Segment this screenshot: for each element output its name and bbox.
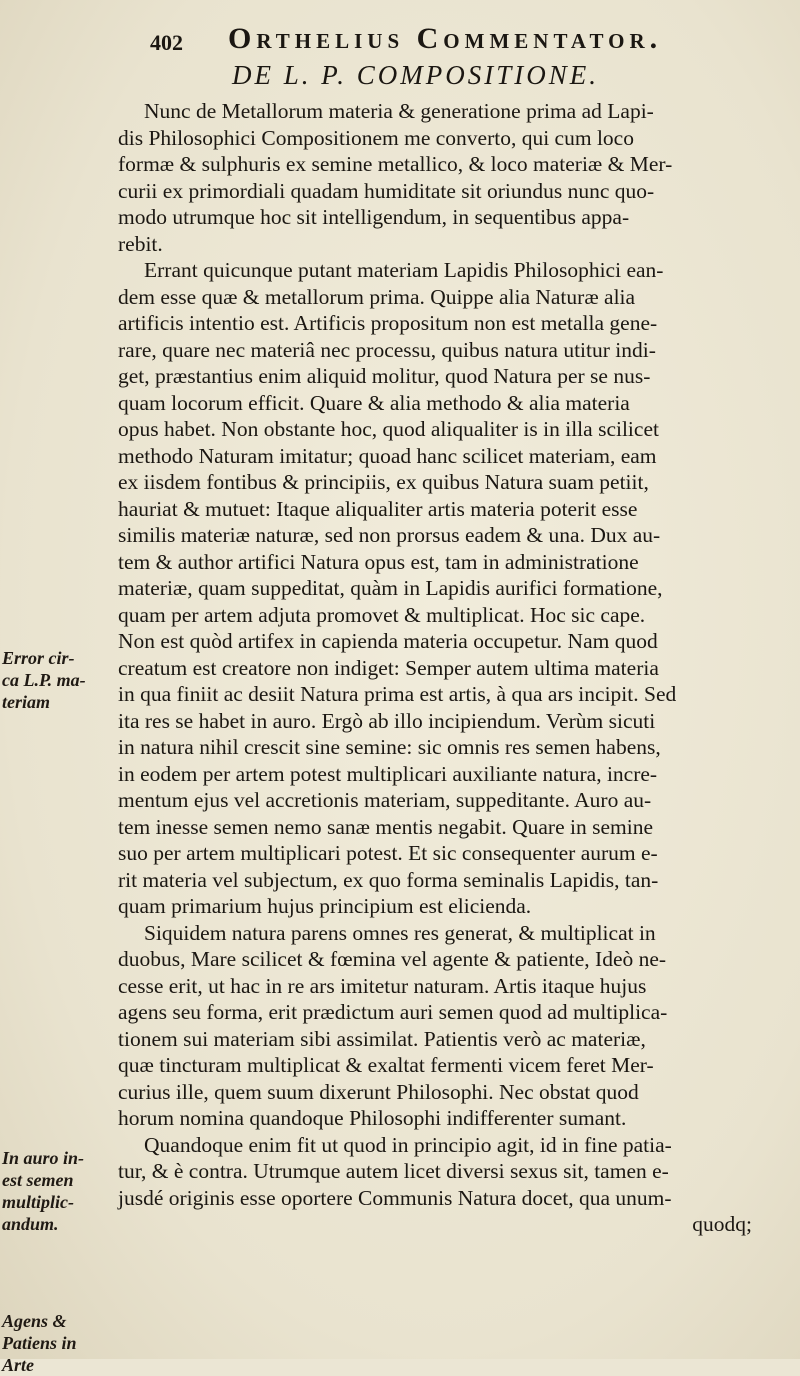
marginal-note-line: Error cir- — [2, 648, 75, 668]
text-line: in natura nihil crescit sine semine: sic omnis res semen habens, — [118, 735, 661, 759]
text-line: tem inesse semen nemo sanæ mentis negabit. Quare in semine — [118, 814, 653, 839]
text-line: get, præstantius enim aliquid molitur, quod Natura per se nus- — [118, 364, 651, 388]
text-line: suo per artem multiplicari potest. Et sic consequenter aurum e- — [118, 841, 658, 865]
text-line: Non est quòd artifex in capienda materia occupetur. Nam quod — [118, 629, 658, 653]
text-line: materiæ, quam suppeditat, quàm in Lapidis aurifici formatione, — [118, 576, 663, 600]
marginal-note-agens — [2, 1310, 114, 1376]
catchword: quodq; — [692, 1212, 752, 1236]
text-line: Quandoque enim fit ut quod in principio agit, id in fine patia- — [144, 1132, 672, 1157]
marginal-note-line: est semen — [2, 1170, 74, 1190]
text-line: tionem sui materiam sibi assimilat. Patientis verò ac materiæ, — [118, 1026, 646, 1051]
marginal-note-line: teriam — [2, 692, 50, 712]
running-head — [0, 18, 800, 58]
marginal-note-line: Arte — [2, 1355, 35, 1375]
text-line: methodo Naturam imitatur; quoad hanc scilicet materiam, eam — [118, 443, 657, 468]
text-line: curii ex primordiali quadam humiditate sit oriundus nunc quo- — [118, 178, 655, 203]
text-line: mentum ejus vel accretionis materiam, suppeditante. Auro au- — [118, 788, 652, 812]
text-line: dem esse quæ & metallorum prima. Quippe alia Naturæ alia — [118, 284, 636, 309]
marginal-note-line: multiplic- — [2, 1192, 74, 1212]
text-line: horum nomina quandoque Philosophi indifferenter sumant. — [118, 1106, 627, 1130]
running-title: Orthelius Commentator. — [228, 22, 663, 55]
text-line: in eodem per artem potest multiplicari auxiliante natura, incre- — [118, 761, 658, 786]
marginal-note-error — [2, 647, 114, 713]
body-text — [118, 98, 800, 1238]
text-line: quam per artem adjuta promovet & multiplicat. Hoc sic cape. — [118, 602, 646, 627]
text-line: tem & author artifici Natura opus est, tam in administratione — [118, 549, 639, 574]
text-line: cesse erit, ut hac in re ars imitetur naturam. Artis itaque hujus — [118, 973, 647, 998]
text-line: rebit. — [118, 231, 163, 256]
text-line: duobus, Mare scilicet & fœmina vel agente & patiente, Ideò ne- — [118, 947, 667, 971]
marginal-note-line: ca L.P. ma- — [2, 670, 86, 690]
text-line: Nunc de Metallorum materia & generatione prima ad Lapi- — [144, 99, 654, 123]
text-line: jusdé originis esse oportere Communis Natura docet, qua unum- — [118, 1185, 672, 1210]
text-line: tur, & è contra. Utrumque autem licet diversi sexus sit, tamen e- — [118, 1159, 669, 1183]
text-line: formæ & sulphuris ex semine metallico, & loco materiæ & Mer- — [118, 152, 673, 176]
text-line: Siquidem natura parens omnes res generat, & multiplicat in — [144, 920, 656, 945]
marginal-note-line: Agens & — [2, 1311, 67, 1331]
text-line: quam locorum efficit. Quare & alia methodo & alia materia — [118, 390, 630, 415]
text-line: similis materiæ naturæ, sed non prorsus eadem & una. Dux au- — [118, 523, 661, 547]
text-line: opus habet. Non obstante hoc, quod aliqualiter is in illa scilicet — [118, 417, 659, 441]
text-line: rare, quare nec materiâ nec processu, quibus natura utitur indi- — [118, 337, 656, 362]
text-line: rit materia vel subjectum, ex quo forma seminalis Lapidis, tan- — [118, 867, 659, 892]
text-line: quam primarium hujus principium est elicienda. — [118, 894, 532, 918]
marginal-note-semen — [2, 1147, 114, 1235]
text-line: in qua finiit ac desiit Natura prima est artis, à qua ars incipit. Sed — [118, 682, 677, 706]
text-line: hauriat & mutuet: Itaque aliqualiter artis materia poterit esse — [118, 496, 638, 521]
text-line: agens seu forma, erit prædictum auri semen quod ad multiplica- — [118, 1000, 668, 1024]
text-line: creatum est creatore non indiget: Semper autem ultima materia — [118, 655, 659, 680]
page-number: 402 — [150, 30, 183, 55]
text-line: Errant quicunque putant materiam Lapidis Philosophici ean- — [144, 258, 664, 282]
text-line: curius ille, quem suum dixerunt Philosophi. Nec obstat quod — [118, 1079, 639, 1104]
text-line: quæ tincturam multiplicat & exaltat fermenti vicem feret Mer- — [118, 1053, 654, 1077]
section-heading: DE L. P. COMPOSITIONE. — [232, 60, 600, 90]
marginal-note-line: Patiens in — [2, 1333, 77, 1353]
text-line: dis Philosophici Compositionem me converto, qui cum loco — [118, 125, 634, 150]
text-line: artificis intentio est. Artificis propositum non est metalla gene- — [118, 311, 658, 335]
marginal-note-line: In auro in- — [2, 1148, 85, 1168]
text-line: ex iisdem fontibus & principiis, ex quibus Natura suam petiit, — [118, 470, 649, 494]
text-line: modo utrumque hoc sit intelligendum, in sequentibus appa- — [118, 205, 630, 229]
text-line: ita res se habet in auro. Ergò ab illo incipiendum. Verùm sicuti — [118, 708, 656, 733]
marginal-note-line: andum. — [2, 1214, 59, 1234]
